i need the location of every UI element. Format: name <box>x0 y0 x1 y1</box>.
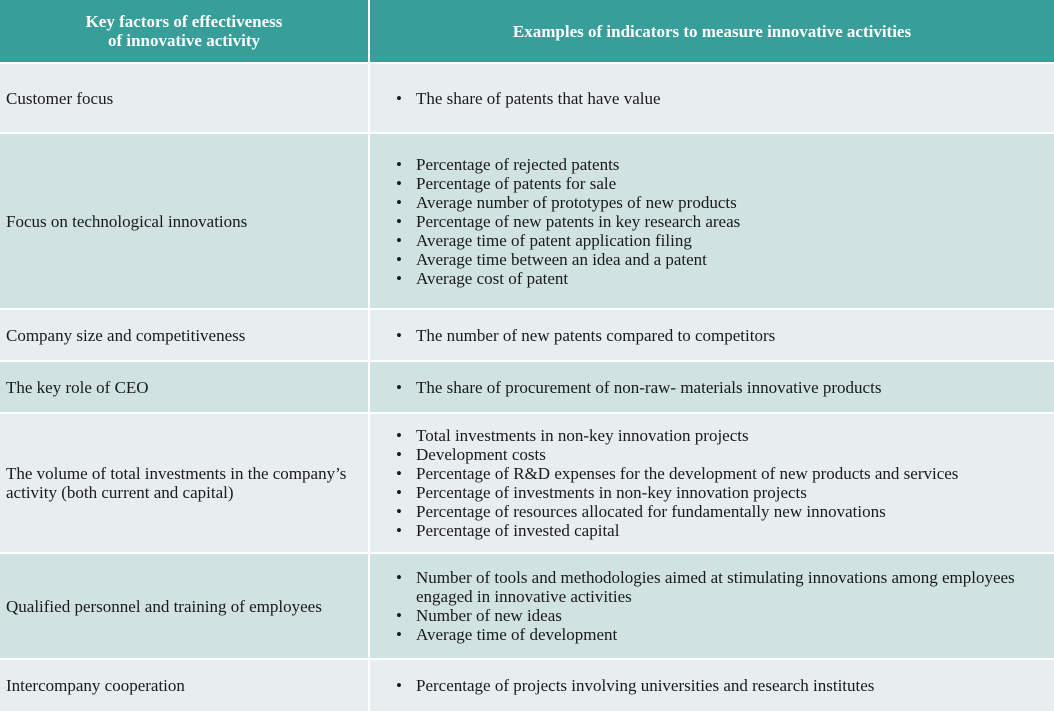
bullet-icon: • <box>396 483 402 502</box>
bullet-icon: • <box>396 568 402 587</box>
table-row <box>0 659 1054 711</box>
factor-cell: Company size and competitiveness <box>0 309 369 361</box>
indicator-list <box>376 676 1048 695</box>
indicators-cell <box>369 309 1054 361</box>
list-item: • Average time of development <box>396 625 618 644</box>
indicators-cell <box>369 413 1054 553</box>
table-row <box>0 413 1054 553</box>
bullet-icon: • <box>396 426 402 445</box>
indicators-column-header: Examples of indicators to measure innovative activities <box>369 0 1054 63</box>
list-item: • Number of tools and methodologies aimed at stimulating innovations among employees engaged in innovative activities <box>396 568 1015 606</box>
list-item: • Average time between an idea and a patent <box>396 249 707 269</box>
list-item: • Average time of patent application filing <box>396 230 692 250</box>
factor-cell: Focus on technological innovations <box>0 133 369 309</box>
list-item: • Percentage of new patents in key research areas <box>396 211 741 231</box>
bullet-icon: • <box>396 625 402 644</box>
table-row <box>0 133 1054 309</box>
bullet-icon: • <box>396 676 402 695</box>
bullet-icon: • <box>396 606 402 625</box>
indicators-cell <box>369 659 1054 711</box>
factor-cell: Qualified personnel and training of employees <box>0 553 369 659</box>
indicators-cell <box>369 63 1054 133</box>
table-row <box>0 361 1054 413</box>
factor-cell: The volume of total investments in the company’s activity (both current and capital) <box>0 413 369 553</box>
list-item: • Percentage of resources allocated for fundamentally new innovations <box>396 502 886 521</box>
table-row <box>0 309 1054 361</box>
bullet-icon: • <box>396 445 402 464</box>
list-item: • The number of new patents compared to competitors <box>396 325 776 345</box>
bullet-icon: • <box>396 521 402 540</box>
factors-column-header: Key factors of effectiveness of innovative activity <box>0 0 369 63</box>
indicators-cell <box>369 133 1054 309</box>
list-item: • Percentage of R&D expenses for the development of new products and services <box>396 464 959 483</box>
header-row <box>0 0 1054 63</box>
bullet-icon: • <box>396 502 402 521</box>
bullet-icon: • <box>396 377 402 397</box>
bullet-icon: • <box>396 154 402 174</box>
indicator-list <box>376 426 1048 540</box>
bullet-icon: • <box>396 268 402 288</box>
table-row <box>0 553 1054 659</box>
factor-cell: Intercompany cooperation <box>0 659 369 711</box>
list-item: • Total investments in non-key innovation projects <box>396 426 749 445</box>
bullet-icon: • <box>396 249 402 269</box>
list-item: • Average number of prototypes of new products <box>396 192 737 212</box>
bullet-icon: • <box>396 325 402 345</box>
table-row <box>0 63 1054 133</box>
table-body <box>0 63 1054 711</box>
list-item: • Percentage of projects involving universities and research institutes <box>396 676 875 695</box>
indicator-list <box>376 326 1048 345</box>
list-item: • The share of patents that have value <box>396 88 661 108</box>
list-item: • Number of new ideas <box>396 606 562 625</box>
bullet-icon: • <box>396 230 402 250</box>
indicator-list <box>376 89 1048 108</box>
bullet-icon: • <box>396 211 402 231</box>
list-item: • Average cost of patent <box>396 268 569 288</box>
bullet-icon: • <box>396 192 402 212</box>
list-item: • Development costs <box>396 445 546 464</box>
list-item: • The share of procurement of non-raw- materials innovative products <box>396 377 882 397</box>
bullet-icon: • <box>396 464 402 483</box>
indicator-list <box>376 378 1048 397</box>
indicators-cell <box>369 361 1054 413</box>
indicator-list <box>376 568 1048 644</box>
bullet-icon: • <box>396 173 402 193</box>
factor-cell: The key role of CEO <box>0 361 369 413</box>
list-item: • Percentage of invested capital <box>396 521 620 540</box>
indicator-list <box>376 155 1048 288</box>
bullet-icon: • <box>396 88 402 108</box>
list-item: • Percentage of investments in non-key innovation projects <box>396 483 807 502</box>
list-item: • Percentage of rejected patents <box>396 154 620 174</box>
list-item: • Percentage of patents for sale <box>396 173 617 193</box>
indicators-cell <box>369 553 1054 659</box>
factor-cell: Customer focus <box>0 63 369 133</box>
